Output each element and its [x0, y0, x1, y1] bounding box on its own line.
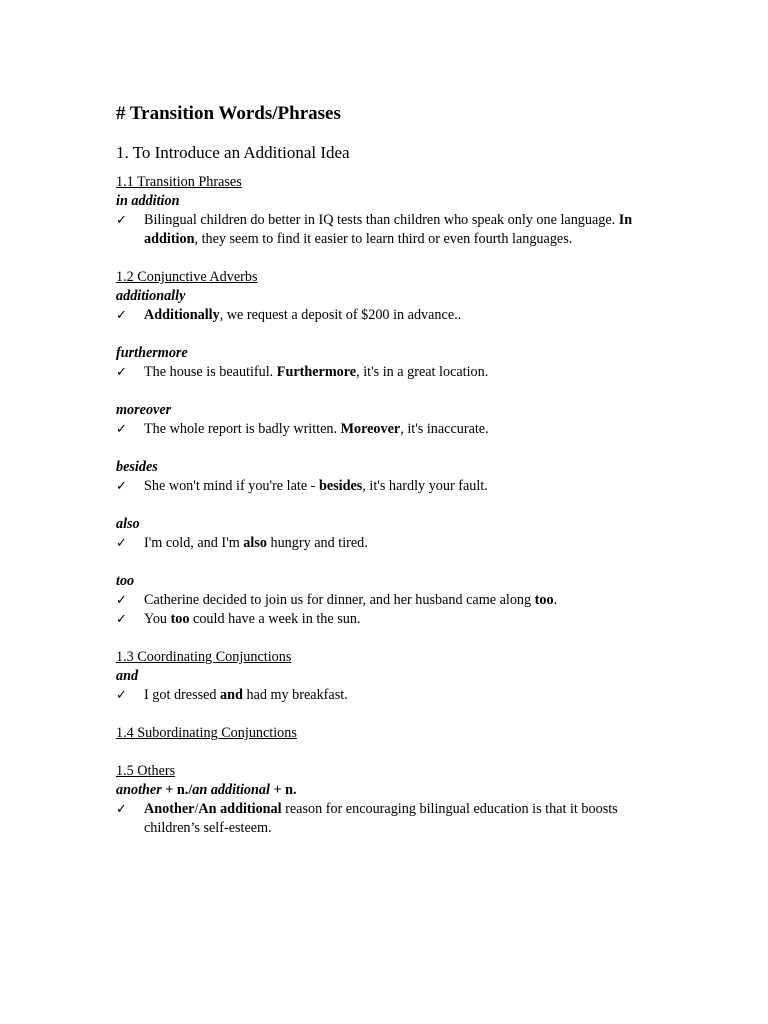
- example-keyword: An additional: [198, 801, 282, 817]
- subsection: [116, 268, 656, 629]
- example-list: [116, 306, 656, 325]
- example-text: hungry and tired.: [266, 535, 368, 551]
- term-heading: and: [116, 668, 139, 684]
- example-sentence: [116, 534, 656, 553]
- example-keyword: too: [534, 592, 554, 608]
- checkmark-icon: ✓: [116, 422, 127, 437]
- example-text: Bilingual children do better in IQ tests than children who speak only one language.: [144, 212, 619, 228]
- example-list: [116, 534, 656, 553]
- checkmark-icon: ✓: [116, 365, 127, 380]
- example-keyword: In addition: [144, 212, 633, 247]
- example-text: /: [194, 801, 199, 817]
- subsection-title: 1.3 Coordinating Conjunctions: [116, 649, 292, 665]
- example-text: reason for encouraging bilingual education is that it boosts children’s self-esteem.: [144, 801, 618, 836]
- example-text: , it's inaccurate.: [400, 421, 489, 437]
- term-part: another: [116, 782, 162, 798]
- subsections-container: [116, 173, 656, 838]
- example-text: You: [144, 611, 171, 627]
- term-block: [116, 667, 656, 705]
- example-list: [116, 211, 656, 249]
- document-title: # Transition Words/Phrases: [116, 103, 341, 124]
- example-sentence: [116, 306, 656, 325]
- term-heading: moreover: [116, 402, 172, 418]
- example-sentence: [116, 610, 656, 629]
- example-sentence: [116, 477, 656, 496]
- term-heading: furthermore: [116, 345, 188, 361]
- example-text: could have a week in the sun.: [189, 611, 361, 627]
- example-text: , it's hardly your fault.: [362, 478, 488, 494]
- example-sentence: [116, 211, 656, 249]
- example-text: I'm cold, and I'm: [144, 535, 244, 551]
- example-text: .: [553, 592, 558, 608]
- example-sentence: [116, 363, 656, 382]
- example-text: I got dressed: [144, 687, 221, 703]
- checkmark-icon: ✓: [116, 308, 127, 323]
- example-sentence: [116, 591, 656, 610]
- example-sentence: [116, 686, 656, 705]
- subsection-title: 1.1 Transition Phrases: [116, 174, 242, 190]
- subsection: [116, 724, 656, 743]
- example-list: [116, 686, 656, 705]
- example-keyword: Moreover: [340, 421, 401, 437]
- term-block: [116, 287, 656, 325]
- example-list: [116, 363, 656, 382]
- checkmark-icon: ✓: [116, 612, 127, 627]
- example-keyword: Additionally: [144, 307, 220, 323]
- example-keyword: too: [170, 611, 190, 627]
- term-heading: [116, 781, 656, 800]
- term-heading: besides: [116, 459, 158, 475]
- example-keyword: Furthermore: [276, 364, 357, 380]
- term-block: [116, 572, 656, 629]
- checkmark-icon: ✓: [116, 213, 127, 228]
- term-heading: in addition: [116, 193, 180, 209]
- subsection-title: 1.5 Others: [116, 763, 176, 779]
- subsection-title: 1.4 Subordinating Conjunctions: [116, 725, 297, 741]
- example-keyword: and: [220, 687, 243, 703]
- term-heading: additionally: [116, 288, 186, 304]
- example-list: [116, 420, 656, 439]
- term-block: [116, 458, 656, 496]
- example-sentence: [116, 800, 656, 838]
- example-text: , they seem to find it easier to learn third or even fourth languages.: [194, 231, 573, 247]
- term-heading: also: [116, 516, 140, 532]
- subsection: [116, 762, 656, 838]
- term-block: [116, 781, 656, 838]
- term-block: [116, 192, 656, 249]
- example-text: The whole report is badly written.: [144, 421, 341, 437]
- example-sentence: [116, 420, 656, 439]
- term-part: an additional: [192, 782, 270, 798]
- example-keyword: Another: [144, 801, 195, 817]
- subsection: [116, 173, 656, 249]
- document-content: [116, 103, 656, 838]
- example-text: had my breakfast.: [242, 687, 348, 703]
- checkmark-icon: ✓: [116, 688, 127, 703]
- example-text: Catherine decided to join us for dinner, and her husband came along: [144, 592, 535, 608]
- term-block: [116, 401, 656, 439]
- checkmark-icon: ✓: [116, 593, 127, 608]
- example-text: She won't mind if you're late -: [144, 478, 319, 494]
- term-block: [116, 515, 656, 553]
- example-list: [116, 591, 656, 629]
- example-list: [116, 800, 656, 838]
- subsection: [116, 648, 656, 705]
- subsection-title: 1.2 Conjunctive Adverbs: [116, 269, 258, 285]
- example-text: , it's in a great location.: [356, 364, 489, 380]
- example-text: The house is beautiful.: [144, 364, 277, 380]
- example-list: [116, 477, 656, 496]
- term-block: [116, 344, 656, 382]
- example-text: , we request a deposit of $200 in advance..: [219, 307, 462, 323]
- checkmark-icon: ✓: [116, 802, 127, 817]
- checkmark-icon: ✓: [116, 536, 127, 551]
- checkmark-icon: ✓: [116, 479, 127, 494]
- term-heading: too: [116, 573, 135, 589]
- example-keyword: also: [243, 535, 267, 551]
- term-part: + n./: [161, 782, 193, 798]
- term-part: + n.: [269, 782, 297, 798]
- section-title: 1. To Introduce an Additional Idea: [116, 143, 350, 162]
- example-keyword: besides: [318, 478, 363, 494]
